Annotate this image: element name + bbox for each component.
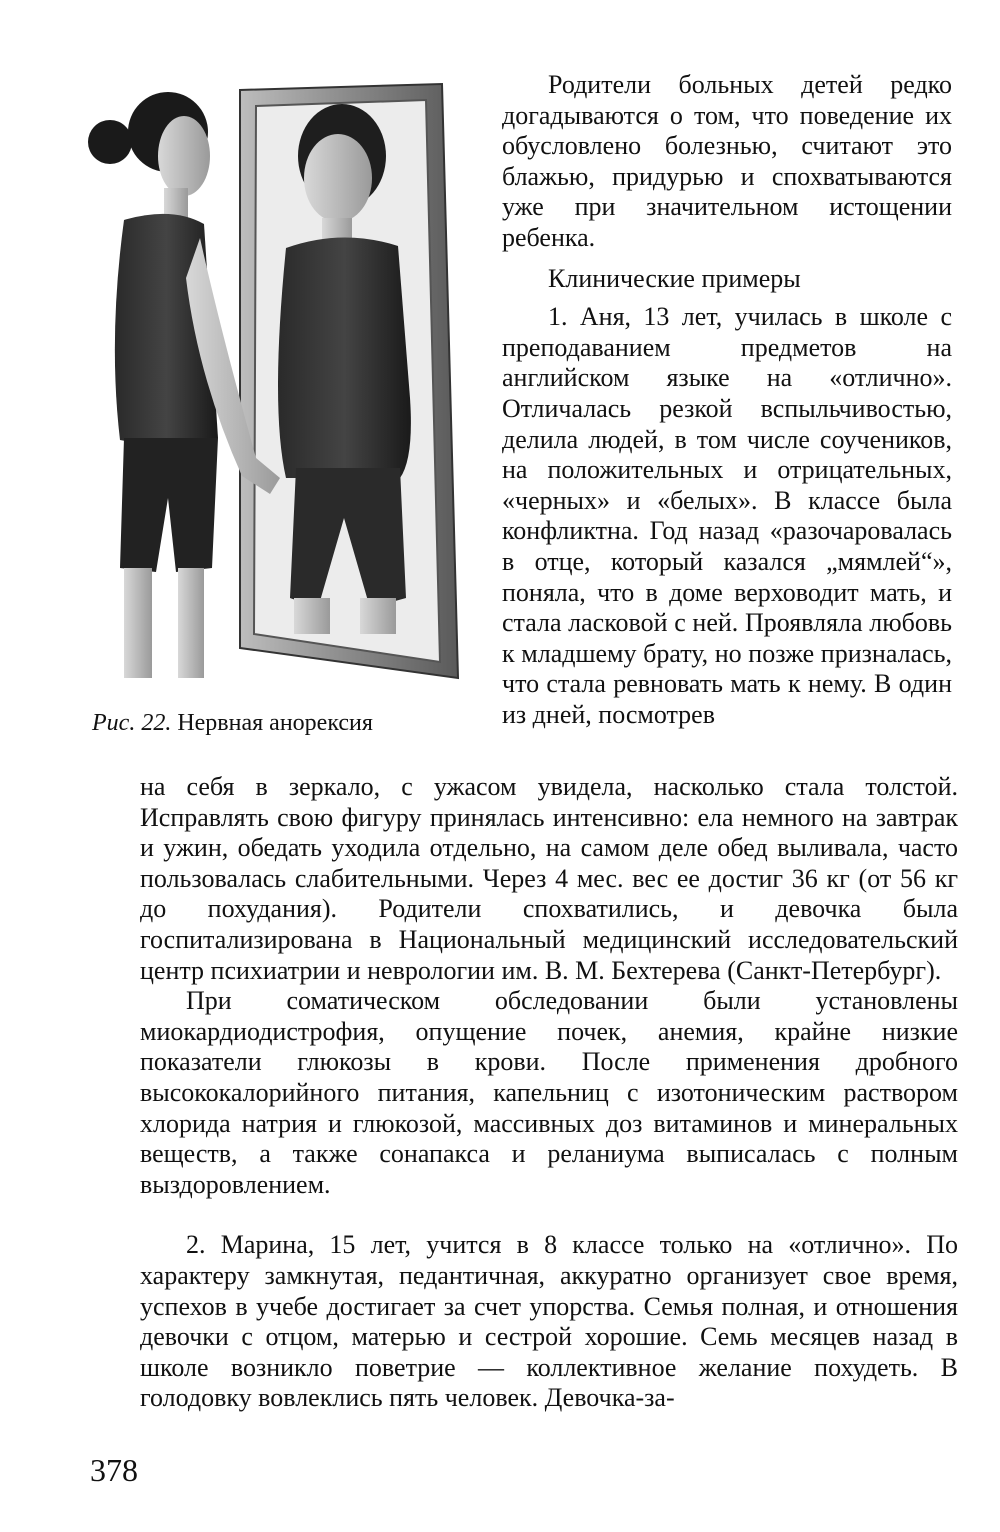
lead-paragraph: Родители больных детей редко догадываются о том, что поведение их обусловлено болезнью, считают это блажью, придурью и спохватываются уже при значительном истощении ребенка. bbox=[502, 70, 952, 252]
page-number: 378 bbox=[90, 1452, 138, 1488]
case-1-paragraph-start: 1. Аня, 13 лет, училась в школе с преподаванием предметов на английском языке на «отлично». Отличалась резкой вспыльчивостью, делила людей, в том числе соучеников, на положительных и отрицательных, «черных» и «белых». В классе была конфликтна. Год назад «разочаровалась в отце, который казался „мямлей“», поняла, что в доме верховодит мать, и стала ласковой с ней. Проявляла любовь к младшему брату, но позже призналась, что стала ревновать мать к нему. В один из дней, посмотрев bbox=[502, 302, 952, 729]
full-width-text bbox=[140, 772, 958, 1414]
section-heading: Клинические примеры bbox=[548, 263, 801, 293]
figure-illustration bbox=[80, 78, 480, 688]
anorexia-mirror-illustration-icon bbox=[80, 78, 480, 688]
figure-caption bbox=[92, 708, 472, 738]
right-column-text bbox=[502, 70, 952, 730]
caption-text: Нервная анорексия bbox=[171, 710, 373, 736]
somatic-paragraph: При соматическом обследовании были установлены миокардиодистрофия, опущение почек, анемия, крайне низкие показатели глюкозы в крови. После применения дробного высококалорийного питания, капельниц с изотоническим раствором хлорида натрия и глюкозой, массивных доз витаминов и минеральных веществ, а также сонапакса и реланиума выписалась с полным выздоровлением. bbox=[140, 986, 958, 1199]
case-2-paragraph: 2. Марина, 15 лет, учится в 8 классе только на «отлично». По характеру замкнутая, педантичная, аккуратно организует свое время, успехов в учебе достигает за счет упорства. Семья полная, и отношения девочки с отцом, матерью и сестрой хорошие. Семь месяцев назад в школе возникло поветрие — коллективное желание похудеть. В голодовку вовлеклись пять человек. Девочка-за- bbox=[140, 1230, 958, 1413]
caption-label: Рис. 22. bbox=[92, 710, 172, 736]
case-1-paragraph-continued: на себя в зеркало, с ужасом увидела, насколько стала толстой. Исправлять свою фигуру принялась интенсивно: ела немного на завтрак и ужин, обедать уходила отдельно, на самом деле обед выливала, часто пользовалась слабительными. Через 4 мес. вес ее достиг 36 кг (от 56 кг до похудания). Родители спохватились, и девочка была госпитализирована в Национальный медицинский исследовательский центр психиатрии и неврологии им. В. М. Бехтерева (Санкт-Петербург). bbox=[140, 772, 958, 985]
